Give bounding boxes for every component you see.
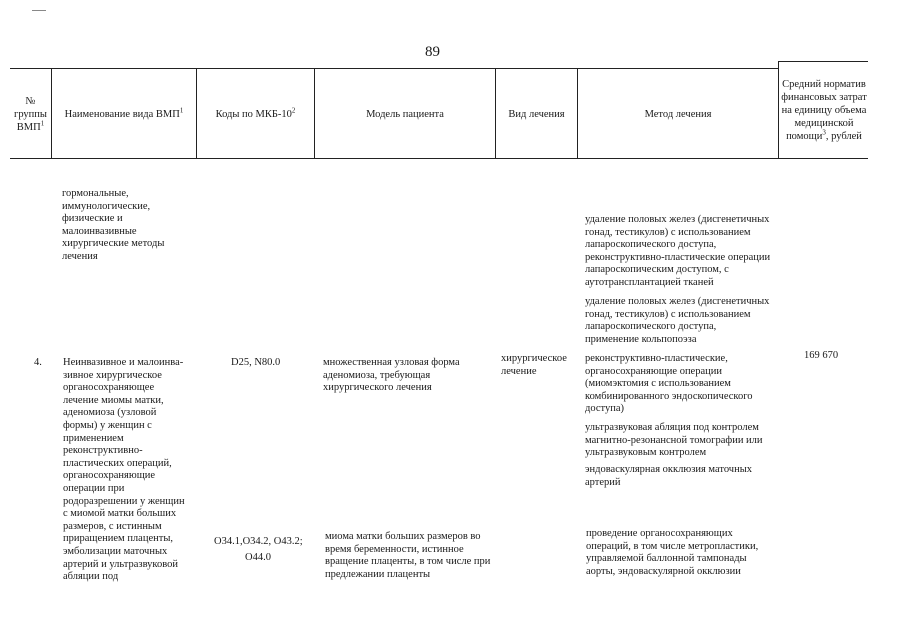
row4-name-text: Неинвазивное и малоинва- зивное хирургическое органосохраняющее лечение миомы матки, аденомиоза (узловой формы) у женщин с применением реконструктивно- пластических операций, органосохраняющие операции при родоразрешении у женщин с миомой матки больших размеров, с истинным приращением плаценты, эмболизации маточных артерий и ультразвуковой абляции под <box>63 357 185 583</box>
row4-codes-1: D25, N80.0 <box>231 357 281 368</box>
row4-codes-2a: O34.1,O34.2, O43.2; <box>214 536 303 547</box>
scan-mark <box>32 10 46 11</box>
header-codes: Коды по МКБ-$10^2$ <box>215 106 296 120</box>
row4-method-a: реконструктивно-пластические, органосохраняющие операции (миомэктомия с использованием комбинированного эндоскопического доступа) <box>585 353 753 415</box>
header-treatment: Вид лечения <box>508 108 565 120</box>
col-divider-6 <box>778 61 779 158</box>
row4-group-number: 4. <box>34 357 42 368</box>
header-name: Наименование вида ВМП$^1$ <box>64 106 184 120</box>
row4-method-c: эндоваскулярная окклюзия маточных артерий <box>585 464 753 488</box>
row4-model-2: миома матки больших размеров во время беременности, истинное вращение плаценты, в том числе при предлежании плаценты <box>325 531 491 580</box>
header-cost: Средний норматив финансовых затрат на единицу объема медицинской помощи$^3$, рублей <box>781 78 867 142</box>
row4-method-b: ультразвуковая абляция под контролем магнитно-резонансной томографии или ультразвуковым контролем <box>585 422 763 459</box>
row4-cost: 169 670 <box>804 350 839 361</box>
header-method: Метод лечения <box>644 108 712 120</box>
row4-method-d: проведение органосохраняющих операций, в том числе метропластики, управляемой баллонной тампонады аорты, эндоваскулярной окклюзии <box>586 528 759 577</box>
page-number: 89 <box>425 44 440 60</box>
header-group: № группы ВМП$^1$ <box>14 95 47 133</box>
header-model: Модель пациента <box>366 108 444 120</box>
row4-codes-2b: O44.0 <box>245 552 271 563</box>
continued-name-text: гормональные, иммунологические, физические и малоинвазивные хирургические методы лечения <box>62 188 165 262</box>
row4-model-1: множественная узловая форма аденомиоза, требующая хирургического лечения <box>323 357 460 394</box>
continued-method-1: удаление половых желез (дисгенетичных гонад, тестикулов) с использованием лапароскопического доступа, реконструктивно-пластические операции лапароскопическим доступом, с аутотрансплантацией тканей <box>585 214 771 288</box>
continued-method-2: удаление половых желез (дисгенетичных гонад, тестикулов) с использованием лапароскопического доступа, применение кольпопоэза <box>585 296 770 345</box>
row4-treatment-1: хирургическое лечение <box>501 353 567 377</box>
header-top-border <box>10 68 778 69</box>
header-bottom-border <box>10 158 868 159</box>
